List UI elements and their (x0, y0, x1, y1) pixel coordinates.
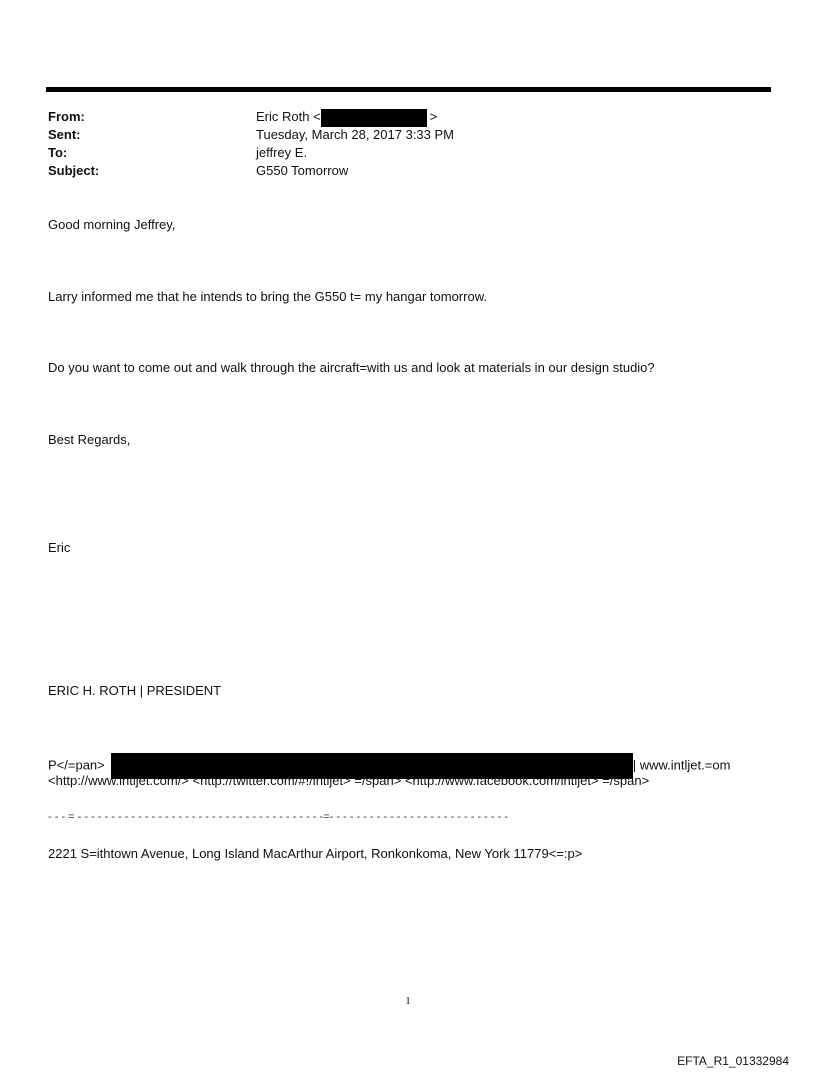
paragraph-2: Do you want to come out and walk through the aircraft=with us and look at materials in our design studio? (48, 360, 655, 375)
signature-links: <http://www.intljet.com/> <http://twitter.com/#!/intljet> =/span> <http://www.facebook.com/intljet> =/span> (48, 773, 650, 788)
signature-title: ERIC H. ROTH | PRESIDENT (48, 683, 222, 698)
header-rule (46, 87, 771, 92)
sent-value: Tuesday, March 28, 2017 3:33 PM (256, 127, 454, 142)
subject-value: G550 Tomorrow (256, 163, 349, 178)
subject-label: Subject: (48, 163, 100, 178)
greeting: Good morning Jeffrey, (48, 217, 176, 232)
page-number: 1 (405, 995, 411, 1007)
separator-line: - - - = - - - - - - - - - - - - - - - - - - - - - - - - - - - - - - - - - - - - -=- - - - - - - - - - - - - - - - - - - - - - - - - - - (48, 811, 508, 823)
web-suffix: | www.intljet.=om (632, 757, 731, 773)
to-value: jeffrey E. (256, 145, 308, 160)
from-label: From: (48, 109, 85, 124)
signoff: Eric (48, 540, 71, 555)
to-label: To: (48, 145, 68, 160)
address: 2221 S=ithtown Avenue, Long Island MacArthur Airport, Ronkonkoma, New York 11779<=:p> (48, 846, 583, 861)
document-id: EFTA_R1_01332984 (677, 1054, 789, 1068)
phone-prefix: P</=pan> (48, 757, 105, 773)
closing: Best Regards, (48, 432, 131, 447)
sent-label: Sent: (48, 127, 81, 142)
from-name: Eric Roth < (256, 109, 321, 124)
from-value (256, 108, 437, 127)
from-close: > (429, 109, 438, 124)
paragraph-1: Larry informed me that he intends to bring the G550 t= my hangar tomorrow. (48, 289, 487, 304)
redacted-email (321, 109, 427, 127)
